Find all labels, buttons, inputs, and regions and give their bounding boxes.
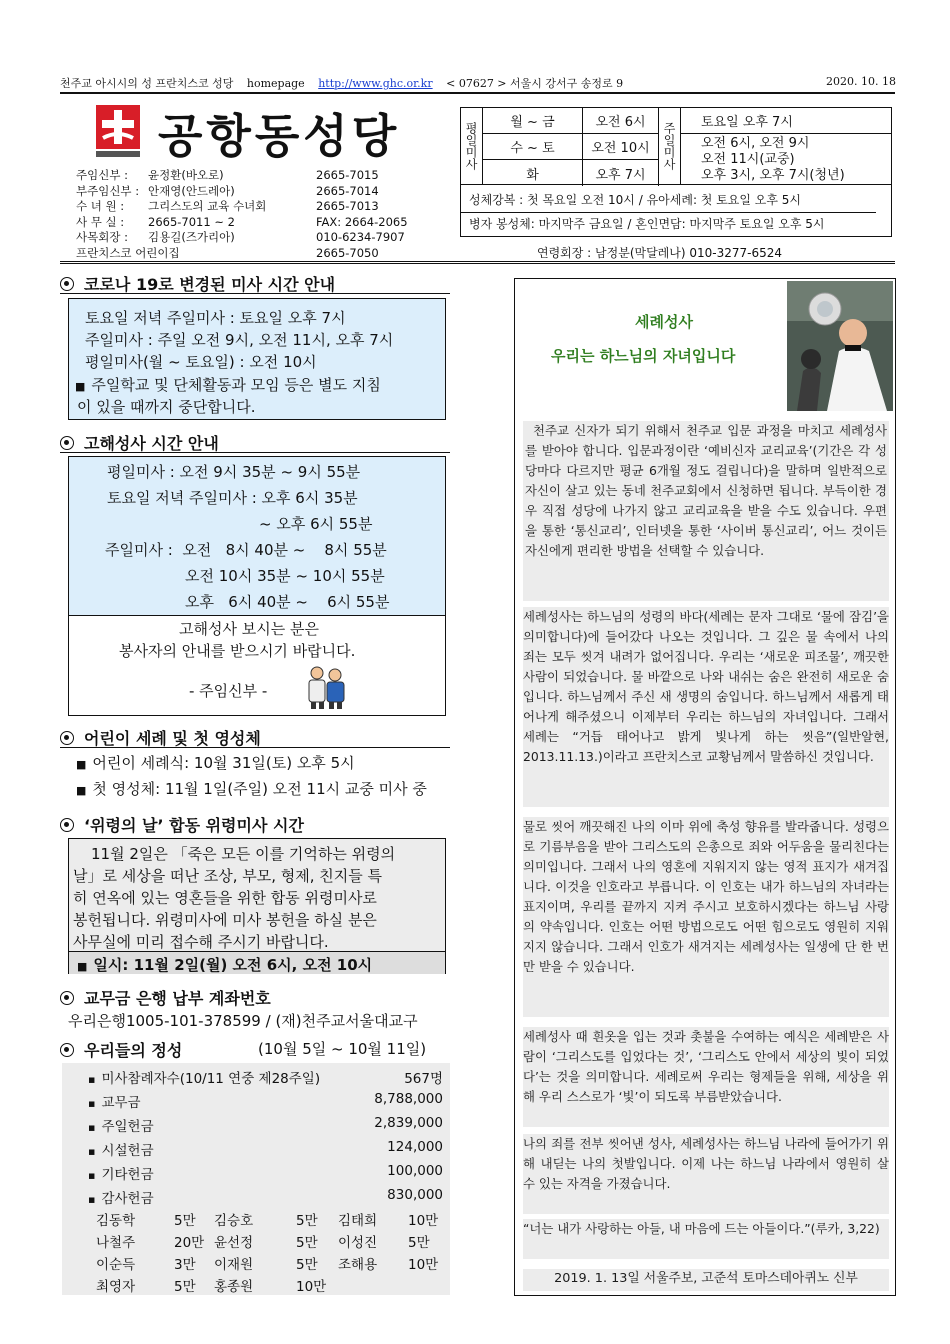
- staff-row: 부주임신부 : 안재영(안드레아) 2665-7014: [76, 183, 379, 198]
- bank-heading: 교무금 은행 납부 계좌번호: [60, 986, 271, 1009]
- issue-date: 2020. 10. 18: [826, 75, 896, 88]
- church-title: 공항동성당: [158, 109, 401, 163]
- article-paragraph: 세례성사 때 흰옷을 입는 것과 촛불을 수여하는 예식은 세례받은 사람이 ‘그리스도를 입었다는 것’, ‘그리스도 안에서 세상의 빛이 되었다’는 것을 의미합니다. 세례로써 우리는 형제들을 위해, 세상을 위해 우리 스스로가 ‘빛’이 되도록 부름받았습니다.: [523, 1027, 889, 1127]
- mass-day: 월 ~ 금: [483, 108, 583, 134]
- donor-name: 김동학: [96, 1213, 136, 1229]
- donor-amount: 5만: [174, 1279, 196, 1295]
- donor-amount: 10만: [408, 1257, 439, 1273]
- sunday-mass-label: 주일미사: [659, 108, 681, 184]
- donor-name: 윤선정: [214, 1235, 254, 1251]
- offering-item: ▪ 시설헌금 124,000: [88, 1139, 443, 1159]
- confession-box: 평일미사 : 오전 9시 35분 ~ 9시 55분 토요일 저녁 주일미사 : 오후 6시 35분 ~ 오후 6시 55분 주일미사 : 오전 8시 40분 ~ 8시 55분 오전 10시 35분 ~ 10시 55분 오후 6시 40분 ~ 6시 55분: [68, 456, 446, 616]
- donor-amount: 5만: [296, 1235, 318, 1251]
- square-bullet-icon: ▪: [88, 1145, 96, 1158]
- square-bullet-icon: ■: [75, 380, 86, 393]
- square-bullet-icon: ■: [76, 784, 87, 797]
- mass-time: 오전 10시: [583, 134, 659, 160]
- donor-amount: 5만: [174, 1213, 196, 1229]
- weekday-mass-label: 평일미사: [461, 108, 483, 184]
- donor-name: 이성진: [338, 1235, 378, 1251]
- offering-period: (10월 5일 ~ 10월 11일): [258, 1040, 427, 1058]
- article-paragraph: 나의 죄를 전부 씻어낸 성사, 세례성사는 하느님 나라에 들어가기 위해 내딛는 나의 첫발입니다. 이제 나는 하느님 나라에서 영원히 살 수 있는 자격을 가졌습니다.: [523, 1134, 889, 1214]
- offering-item: ▪ 미사참례자수(10/11 연중 제28주일) 567명: [88, 1071, 443, 1087]
- header-divider: [60, 261, 895, 264]
- staff-row: 사목회장 : 김용길(즈가리아) 010-6234-7907: [76, 230, 405, 244]
- donor-name: 이순득: [96, 1257, 136, 1273]
- square-bullet-icon: ▪: [88, 1073, 96, 1086]
- mass-time: 오후 7시: [583, 160, 659, 186]
- bullet-icon: [60, 436, 74, 450]
- square-bullet-icon: ■: [76, 758, 87, 771]
- offering-item: ▪ 감사헌금 830,000: [88, 1187, 443, 1207]
- donor-amount: 5만: [296, 1257, 318, 1273]
- confession-heading: 고해성사 시간 안내: [60, 431, 219, 454]
- donor-name: 이재원: [214, 1257, 254, 1273]
- mass-time: 오전 6시: [583, 108, 659, 134]
- offering-table: [62, 1063, 450, 1295]
- donor-amount: 5만: [408, 1235, 430, 1251]
- church-name: 천주교 아시시의 성 프란치스코 성당: [60, 77, 234, 90]
- article-paragraph: 물로 씻어 깨끗해진 나의 이마 위에 축성 향유를 발라줍니다. 성령으로 기름부음을 받아 그리스도의 은총으로 죄와 어두움을 물리친다는 의미입니다. 그래서 나의 영혼에 지워지지 않는 영적 표지가 새겨집니다. 이것을 인호라고 부릅니다. 이 인호는 내가 하느님의 자녀라는 표지이며, 우리를 끝까지 지켜 주시고 보호하시겠다는 하느님 사랑의 약속입니다. 인호는 어떤 방법으로도 어떤 힘으로도 영원히 지워지지 않습니다. 그래서 인호가 새겨지는 세례성사는 일생에 단 한 번만 받을 수 있습니다.: [523, 817, 889, 1017]
- bullet-icon: [60, 1043, 74, 1057]
- memorial-date-bar: ■ 일시: 11월 2일(월) 오전 6시, 오전 10시: [69, 951, 445, 974]
- section-rule: [60, 747, 450, 748]
- funeral-committee-contact: 연령회장 : 남정분(막달레나) 010-3277-6524: [537, 246, 783, 260]
- sunday-saturday-time: 토요일 오후 7시: [681, 108, 892, 134]
- staff-row: 주임신부 : 윤정환(바오로) 2665-7015: [76, 168, 379, 182]
- covid-heading: 코로나 19로 변경된 미사 시간 안내: [60, 272, 335, 295]
- article-paragraph: 천주교 신자가 되기 위해서 천주교 입문 과정을 마치고 세례성사를 받아야 합니다. 입문과정이란 ‘예비신자 교리교육’(기간은 각 성당마다 다르지만 평균 6개월 정도 걸립니다)을 말하며 일반적으로 자신이 살고 있는 동네 천주교회에서 신청하면 됩니다. 부득이한 경우 직접 성당에 나가지 않고 교리교육을 받을 수도 있습니다. 우편을 통한 ‘통신교리’, 인터넷을 통한 ‘사이버 통신교리’, 어느 것이든 자신에게 편리한 방법을 선택할 수 있습니다.: [523, 421, 889, 601]
- baptism-heading: 어린이 세례 및 첫 영성체: [60, 726, 261, 749]
- baptism-photo: [787, 281, 893, 411]
- donor-amount: 5만: [296, 1213, 318, 1229]
- donor-amount: 3만: [174, 1257, 196, 1273]
- memorial-box: 11월 2일은 「죽은 모든 이를 기억하는 위령의 날」로 세상을 떠난 조상, 부모, 형제, 친지들 특 히 연옥에 있는 영혼들을 위한 합동 위령미사로 봉헌됩니다. 위령미사에 미사 봉헌을 하실 분은 사무실에 미리 접수해 주시기 바랍니다. ■ 일시: 11월 2일(월) 오전 6시, 오전 10시: [68, 838, 446, 974]
- donor-name: 최영자: [96, 1279, 136, 1295]
- article-box: [514, 278, 896, 1296]
- sunday-times: 오전 6시, 오전 9시 오전 11시(교중) 오후 3시, 오후 7시(청년): [701, 136, 845, 183]
- priest-illustration-icon: [305, 664, 349, 710]
- mass-day: 수 ~ 토: [483, 134, 583, 160]
- church-logo-icon: [95, 104, 141, 158]
- article-paragraph: 세례성사는 하느님의 성령의 바다(세례는 문자 그대로 ‘물에 잠김’을 의미합니다)에 들어갔다 나오는 것입니다. 그 깊은 물 속에서 나의 죄는 모두 씻겨 내려가 없어집니다. 우리는 ‘새로운 피조물’, 깨끗한 사람이 되었습니다. 물 바깥으로 나와 내쉬는 숨은 완전히 새로운 숨입니다. 하느님께서 주신 새 생명의 숨입니다. 하느님께서 새롭게 태어나게 해주셨으니 이제부터 우리는 하느님의 자녀입니다. 그래서 세례는 “거듭 태어나고 밝게 빛나게 하는 씻음”(일반알현, 2013.11.13.)이라고 프란치스코 교황님께서 말씀하신 것입니다.: [523, 607, 889, 807]
- offering-item: ▪ 기타헌금 100,000: [88, 1163, 443, 1183]
- donor-amount: 10만: [296, 1279, 327, 1295]
- covid-box: 토요일 저녁 주일미사 : 토요일 오후 7시 주일미사 : 주일 오전 9시, 오전 11시, 오후 7시 평일미사(월 ~ 토요일) : 오전 10시 ■ 주일학교 및 단체활동과 모임 등은 별도 지침 이 있을 때까지 중단합니다.: [68, 298, 446, 420]
- bullet-icon: [60, 277, 74, 291]
- confession-note-box: 고해성사 보시는 분은 봉사자의 안내를 받으시기 바랍니다. - 주임신부 -: [68, 616, 446, 716]
- donor-name: 나철주: [96, 1235, 136, 1251]
- bank-account: 우리은행1005-101-378599 / (재)천주교서울대교구: [68, 1012, 418, 1030]
- homepage-label: homepage: [246, 77, 305, 90]
- offering-item: ▪ 주일헌금 2,839,000: [88, 1115, 443, 1135]
- staff-row: 수 녀 원 : 그리스도의 교육 수녀회 2665-7013: [76, 199, 379, 213]
- bullet-icon: [60, 731, 74, 745]
- section-rule: [60, 452, 450, 453]
- bullet-icon: [60, 818, 74, 832]
- square-bullet-icon: ■: [77, 960, 88, 973]
- donor-name: 김승호: [214, 1213, 254, 1229]
- donor-name: 김태희: [338, 1213, 378, 1229]
- donor-amount: 20만: [174, 1235, 205, 1251]
- square-bullet-icon: ▪: [88, 1169, 96, 1182]
- staff-row: 사 무 실 : 2665-7011 ~ 2 FAX: 2664-2065: [76, 214, 408, 229]
- staff-row: 프란치스코 어린이집 2665-7050: [76, 245, 379, 260]
- offering-item: ▪ 교무금 8,788,000: [88, 1091, 443, 1111]
- section-rule: [60, 293, 450, 294]
- masthead-line: [60, 75, 900, 91]
- article-quote: “너는 내가 사랑하는 아들, 내 마음에 드는 아들이다.”(루카, 3,22): [523, 1219, 889, 1259]
- square-bullet-icon: ▪: [88, 1097, 96, 1110]
- square-bullet-icon: ▪: [88, 1121, 96, 1134]
- article-title: 세례성사: [635, 313, 693, 331]
- article-source: 2019. 1. 13일 서울주보, 고준석 토마스데아퀴노 신부: [523, 1269, 889, 1291]
- article-subtitle: 우리는 하느님의 자녀입니다: [551, 347, 736, 365]
- mass-schedule-table: [460, 107, 892, 185]
- masthead-rule: [60, 92, 895, 94]
- square-bullet-icon: ▪: [88, 1193, 96, 1206]
- donor-name: 조해용: [338, 1257, 378, 1273]
- address: < 07627 > 서울시 강서구 송정로 9: [446, 77, 624, 90]
- bullet-icon: [60, 991, 74, 1005]
- donor-amount: 10만: [408, 1213, 439, 1229]
- homepage-link[interactable]: http://www.ghc.or.kr: [318, 77, 433, 90]
- staff-list: [76, 168, 408, 261]
- memorial-heading: ‘위령의 날’ 합동 위령미사 시간: [60, 813, 304, 836]
- donor-name: 홍종원: [214, 1279, 254, 1295]
- sacrament-info: 성체강복 : 첫 목요일 오전 10시 / 유아세례: 첫 토요일 오후 5시 병자 봉성체: 마지막주 금요일 / 혼인면담: 마지막주 토요일 오후 5시: [460, 185, 892, 237]
- offering-heading: 우리들의 정성: [60, 1038, 182, 1061]
- mass-day: 화: [483, 160, 583, 186]
